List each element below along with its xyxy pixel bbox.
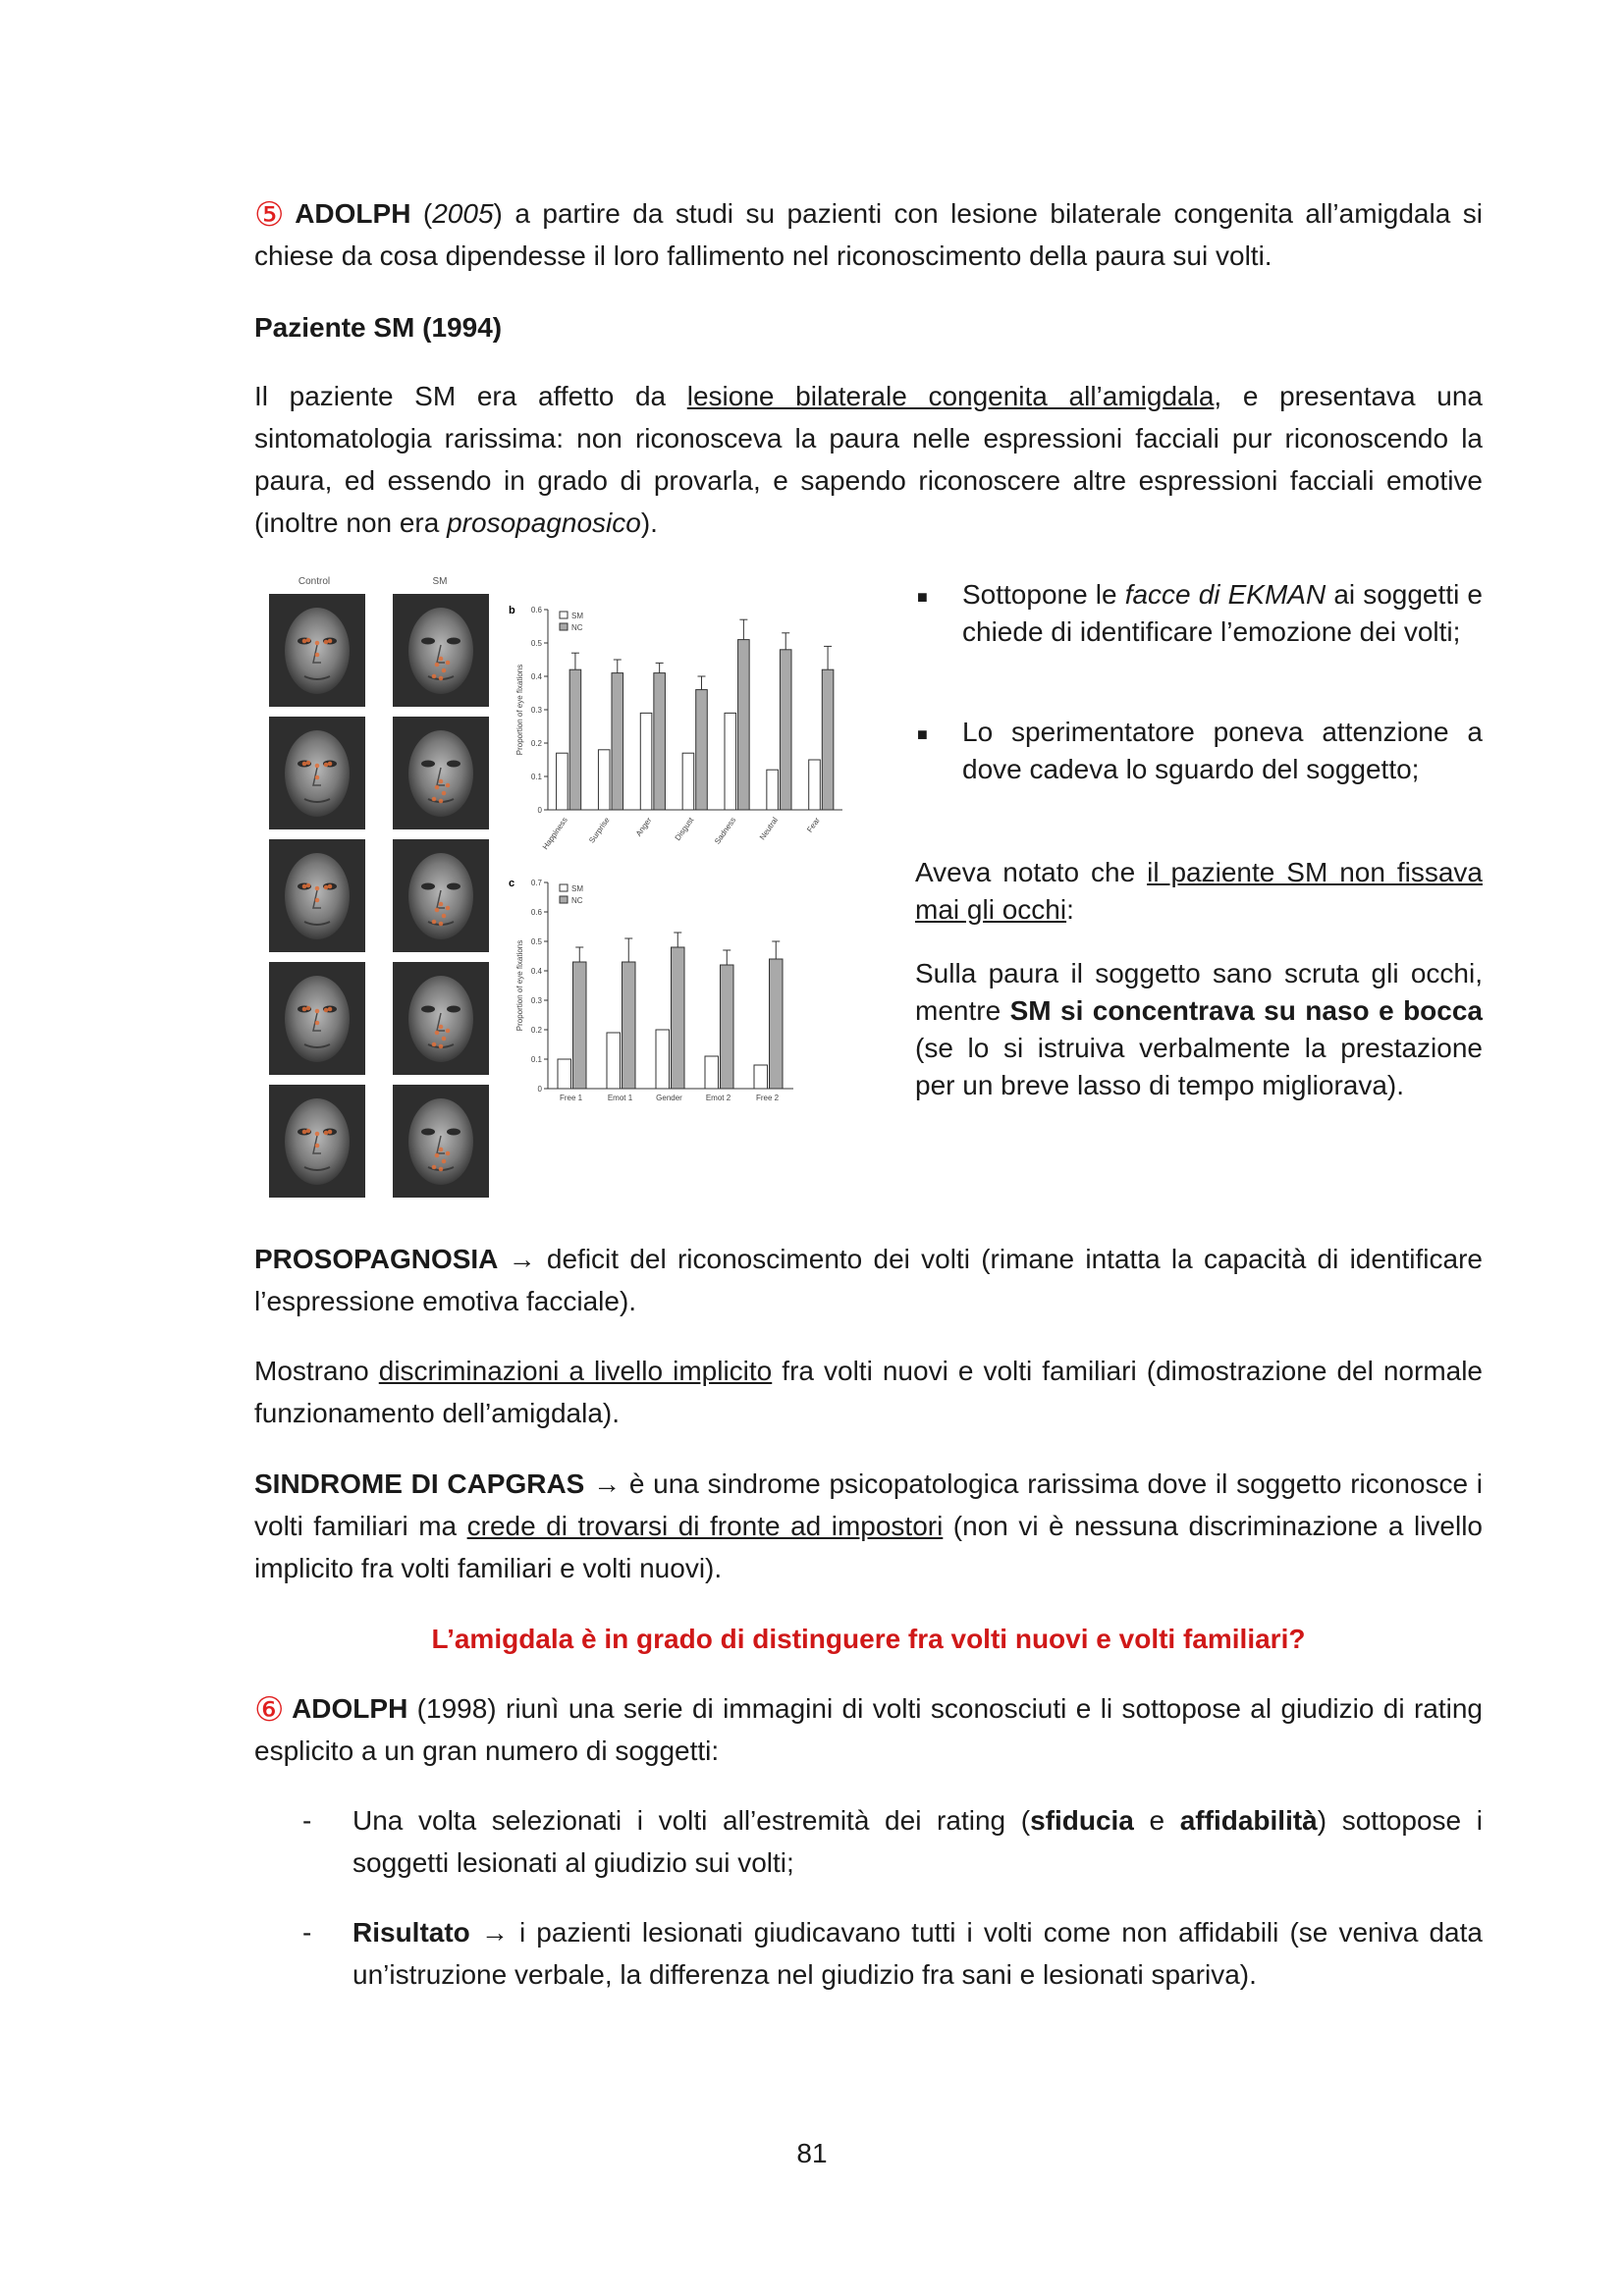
bullet-item-gaze: ■ Lo sperimentatore poneva attenzione a dove cadeva lo sguardo del soggetto;	[917, 717, 1483, 784]
y-tick-label: 0.1	[530, 1055, 542, 1064]
category-label: Emot 1	[607, 1094, 633, 1102]
chart-c	[515, 879, 793, 1102]
bar-nc	[770, 959, 784, 1089]
y-tick-label: 0.3	[530, 706, 542, 715]
bar-nc	[573, 962, 587, 1089]
eye-fixation-figure	[263, 574, 862, 1202]
fixation-marker	[324, 1008, 329, 1013]
category-label: Fear	[805, 815, 822, 834]
fixation-marker	[439, 922, 444, 927]
fixation-marker	[442, 791, 447, 796]
panel-label-c: c	[509, 878, 515, 889]
fixation-marker	[439, 1167, 444, 1172]
fixation-marker	[435, 908, 440, 913]
eye-left	[421, 1129, 435, 1136]
bar-sm	[558, 1059, 571, 1089]
fixation-marker	[435, 1031, 440, 1036]
bar-nc	[672, 947, 685, 1089]
legend-label-sm: SM	[571, 612, 583, 620]
author-name: ADOLPH	[292, 1693, 408, 1724]
implicit-paragraph: Mostrano discriminazioni a livello implicito fra volti nuovi e volti familiari (dimostrazione del normale funzionamento dell’amigdala).	[254, 1356, 1484, 1428]
bar-nc	[623, 962, 636, 1089]
category-label: Sadness	[712, 815, 738, 846]
face-photo	[393, 717, 489, 829]
face-photo	[269, 594, 365, 707]
bar-nc	[822, 669, 834, 810]
eye-left	[421, 638, 435, 645]
fixation-marker	[442, 668, 447, 673]
dash-item-result: - Risultato → i pazienti lesionati giudicavano tutti i volti come non affidabili (se veniva data un’istruzione verbale, la differenza nel giudizio fra sani e lesionati spariva).	[352, 1911, 1483, 1996]
eye-left	[421, 1006, 435, 1013]
legend-label-nc: NC	[571, 896, 583, 905]
fixation-marker	[446, 1151, 451, 1156]
face-shape	[285, 853, 350, 939]
circled-number-5: ⑤	[254, 196, 290, 234]
bar-sm	[705, 1056, 719, 1089]
bar-nc	[738, 640, 750, 810]
category-label: Gender	[656, 1094, 682, 1102]
y-tick-label: 0.3	[530, 996, 542, 1005]
fixation-marker	[302, 762, 307, 767]
fixation-marker	[324, 1131, 329, 1136]
column-label-control: Control	[298, 576, 331, 587]
arrow-icon: →	[469, 1917, 519, 1948]
fixation-marker	[435, 1153, 440, 1158]
fixation-marker	[328, 639, 333, 644]
y-tick-label: 0.2	[530, 739, 542, 748]
fixation-marker	[315, 1021, 320, 1026]
fixation-marker	[315, 1009, 320, 1014]
fixation-marker	[432, 797, 437, 802]
red-question-heading: L’amigdala è in grado di distinguere fra volti nuovi e volti familiari?	[431, 1624, 1306, 1654]
fixation-marker	[446, 783, 451, 788]
fixation-marker	[439, 1148, 444, 1152]
fixation-marker	[315, 1144, 320, 1148]
face-shape	[285, 608, 350, 694]
y-tick-label: 0.4	[530, 672, 542, 681]
bar-sm	[640, 713, 652, 810]
fixation-marker	[328, 1007, 333, 1012]
fixation-marker	[435, 785, 440, 790]
fixation-marker	[324, 640, 329, 645]
category-label: Emot 2	[705, 1094, 731, 1102]
section6-paragraph: ⑥ ADOLPH (1998) riunì una serie di immagini di volti sconosciuti e li sottopose al giudizio di rating esplicito a un gran numero di soggetti:	[254, 1691, 1483, 1766]
bar-sm	[682, 753, 694, 810]
face-shape	[408, 1098, 473, 1185]
term-prosopagnosia: PROSOPAGNOSIA	[254, 1244, 498, 1274]
bar-nc	[696, 690, 708, 810]
bar-sm	[598, 750, 610, 810]
patient-paragraph: Il paziente SM era affetto da lesione bilaterale congenita all’amigdala, e presentava una sintomatologia rarissima: non riconosceva la paura nelle espressioni facciali pur riconoscendo la paura, ed essendo in grado di provarla, e sapendo riconoscere altre espressioni facciali emotive (inoltre non era prosopagnosico).	[254, 381, 1483, 538]
chart-b	[515, 606, 842, 851]
category-label: Happiness	[540, 815, 569, 852]
dash-item-selection: - Una volta selezionati i volti all’estremità dei rating (sfiducia e affidabilità) sottopose i soggetti lesionati al giudizio sui volti;	[352, 1799, 1483, 1884]
arrow-icon: →	[497, 1244, 547, 1274]
face-photo	[269, 962, 365, 1075]
fixation-marker	[328, 1130, 333, 1135]
category-label: Anger	[633, 815, 654, 838]
legend-swatch-nc	[560, 623, 568, 630]
fixation-marker	[432, 674, 437, 679]
year: 2005	[432, 198, 494, 229]
eye-right	[447, 761, 460, 768]
category-label: Disgust	[673, 815, 696, 843]
fixation-marker	[432, 1165, 437, 1170]
category-label: Neutral	[757, 815, 781, 842]
face-photo	[393, 839, 489, 952]
page-number: 81	[796, 2138, 828, 2168]
legend-label-nc: NC	[571, 623, 583, 632]
bar-sm	[809, 760, 821, 810]
fixation-marker	[302, 1130, 307, 1135]
face-photo-grid	[269, 594, 489, 1198]
fixation-marker	[446, 1029, 451, 1034]
y-tick-label: 0.7	[530, 879, 542, 887]
y-tick-label: 0	[537, 806, 542, 815]
fixation-marker	[302, 639, 307, 644]
patient-heading: Paziente SM (1994)	[254, 312, 503, 343]
category-label: Surprise	[587, 815, 612, 845]
fixation-marker	[306, 1129, 311, 1134]
prosopagnosia-paragraph: PROSOPAGNOSIA → deficit del riconoscimento dei volti (rimane intatta la capacità di identificare l’espressione emotiva facciale).	[254, 1244, 1483, 1316]
fixation-marker	[302, 1007, 307, 1012]
fixation-marker	[315, 886, 320, 891]
dash-marker: -	[302, 1917, 312, 1948]
fixation-marker	[439, 657, 444, 662]
fixation-marker	[439, 799, 444, 804]
capgras-paragraph: SINDROME DI CAPGRAS → è una sindrome psicopatologica rarissima dove il soggetto riconosce i volti familiari ma crede di trovarsi di fronte ad impostori (non vi è nessuna discriminazione a livello implicito fra volti familiari e volti nuovi).	[254, 1468, 1484, 1583]
fixation-marker	[442, 1037, 447, 1041]
fixation-marker	[306, 1006, 311, 1011]
bar-sm	[656, 1030, 670, 1089]
fixation-marker	[328, 884, 333, 889]
legend-swatch-sm	[560, 612, 568, 618]
category-label: Free 2	[755, 1094, 780, 1102]
arrow-icon: →	[584, 1468, 629, 1499]
y-axis-label: Proportion of eye fixations	[515, 939, 524, 1032]
y-tick-label: 0.2	[530, 1026, 542, 1035]
bar-sm	[767, 770, 779, 810]
bullet-square-icon: ■	[917, 587, 928, 607]
fixation-marker	[439, 676, 444, 681]
fixation-marker	[315, 1132, 320, 1137]
face-photo	[269, 839, 365, 952]
fixation-marker	[315, 653, 320, 658]
fear-paragraph: Sulla paura il soggetto sano scruta gli occhi, mentre SM si concentrava su naso e bocca (se lo si istruiva verbalmente la prestazione per un breve lasso di tempo migliorava).	[915, 958, 1483, 1100]
legend-label-sm: SM	[571, 884, 583, 893]
author-name: ADOLPH	[295, 198, 411, 229]
face-photo	[269, 717, 365, 829]
face-photo	[393, 962, 489, 1075]
face-shape	[285, 1098, 350, 1185]
eye-right	[447, 1129, 460, 1136]
fixation-marker	[324, 885, 329, 890]
face-photo	[393, 1085, 489, 1198]
fixation-marker	[439, 1044, 444, 1049]
fixation-marker	[446, 906, 451, 911]
fixation-marker	[439, 902, 444, 907]
eye-left	[421, 761, 435, 768]
face-photo	[269, 1085, 365, 1198]
face-shape	[285, 730, 350, 817]
y-tick-label: 0.6	[530, 606, 542, 614]
face-photo	[393, 594, 489, 707]
fixation-marker	[432, 920, 437, 925]
term-capgras: SINDROME DI CAPGRAS	[254, 1468, 585, 1499]
fixation-marker	[315, 775, 320, 780]
fixation-marker	[439, 1025, 444, 1030]
bar-nc	[654, 673, 666, 810]
panel-label-b: b	[509, 605, 515, 616]
face-shape	[408, 976, 473, 1062]
eye-left	[421, 883, 435, 890]
bar-nc	[569, 669, 581, 810]
fixation-marker	[439, 779, 444, 784]
fixation-marker	[432, 1042, 437, 1047]
fixation-marker	[306, 638, 311, 643]
y-tick-label: 0.5	[530, 639, 542, 648]
eye-right	[447, 638, 460, 645]
y-tick-label: 0.6	[530, 908, 542, 917]
fixation-marker	[324, 763, 329, 768]
fixation-marker	[306, 883, 311, 888]
fixation-marker	[328, 762, 333, 767]
bar-sm	[607, 1033, 621, 1089]
legend-swatch-nc	[560, 896, 568, 903]
fixation-marker	[442, 914, 447, 919]
circled-number-6: ⑥	[254, 1691, 287, 1729]
fixation-marker	[306, 761, 311, 766]
eye-right	[447, 1006, 460, 1013]
face-shape	[408, 608, 473, 694]
fixation-marker	[302, 884, 307, 889]
fixation-marker	[435, 663, 440, 667]
bullet-square-icon: ■	[917, 724, 928, 744]
bar-sm	[557, 753, 568, 810]
bar-nc	[721, 965, 734, 1089]
face-shape	[408, 730, 473, 817]
bullet-item-ekman: ■ Sottopone le facce di EKMAN ai soggetti e chiede di identificare l’emozione dei volti;	[917, 579, 1483, 647]
fixation-marker	[315, 898, 320, 903]
y-tick-label: 0.5	[530, 937, 542, 946]
y-axis-label: Proportion of eye fixations	[515, 664, 524, 756]
y-tick-label: 0.1	[530, 773, 542, 781]
fixation-marker	[442, 1159, 447, 1164]
y-tick-label: 0.4	[530, 967, 542, 976]
bar-nc	[612, 673, 623, 810]
noted-paragraph: Aveva notato che il paziente SM non fissava mai gli occhi:	[915, 857, 1483, 925]
fixation-marker	[315, 641, 320, 646]
legend-swatch-sm	[560, 884, 568, 891]
eye-right	[447, 883, 460, 890]
bar-sm	[725, 713, 736, 810]
fixation-marker	[315, 764, 320, 769]
dash-marker: -	[302, 1805, 312, 1836]
column-label-sm: SM	[432, 576, 448, 587]
bar-sm	[754, 1065, 768, 1089]
section5-paragraph: ⑤ ADOLPH (2005) a partire da studi su pazienti con lesione bilaterale congenita all’amigdala si chiese da cosa dipendesse il loro fallimento nel riconoscimento della paura sui volti.	[254, 196, 1483, 271]
fixation-marker	[446, 661, 451, 666]
category-label: Free 1	[559, 1094, 583, 1102]
y-tick-label: 0	[537, 1085, 542, 1094]
face-shape	[285, 976, 350, 1062]
bar-nc	[780, 650, 791, 810]
face-shape	[408, 853, 473, 939]
